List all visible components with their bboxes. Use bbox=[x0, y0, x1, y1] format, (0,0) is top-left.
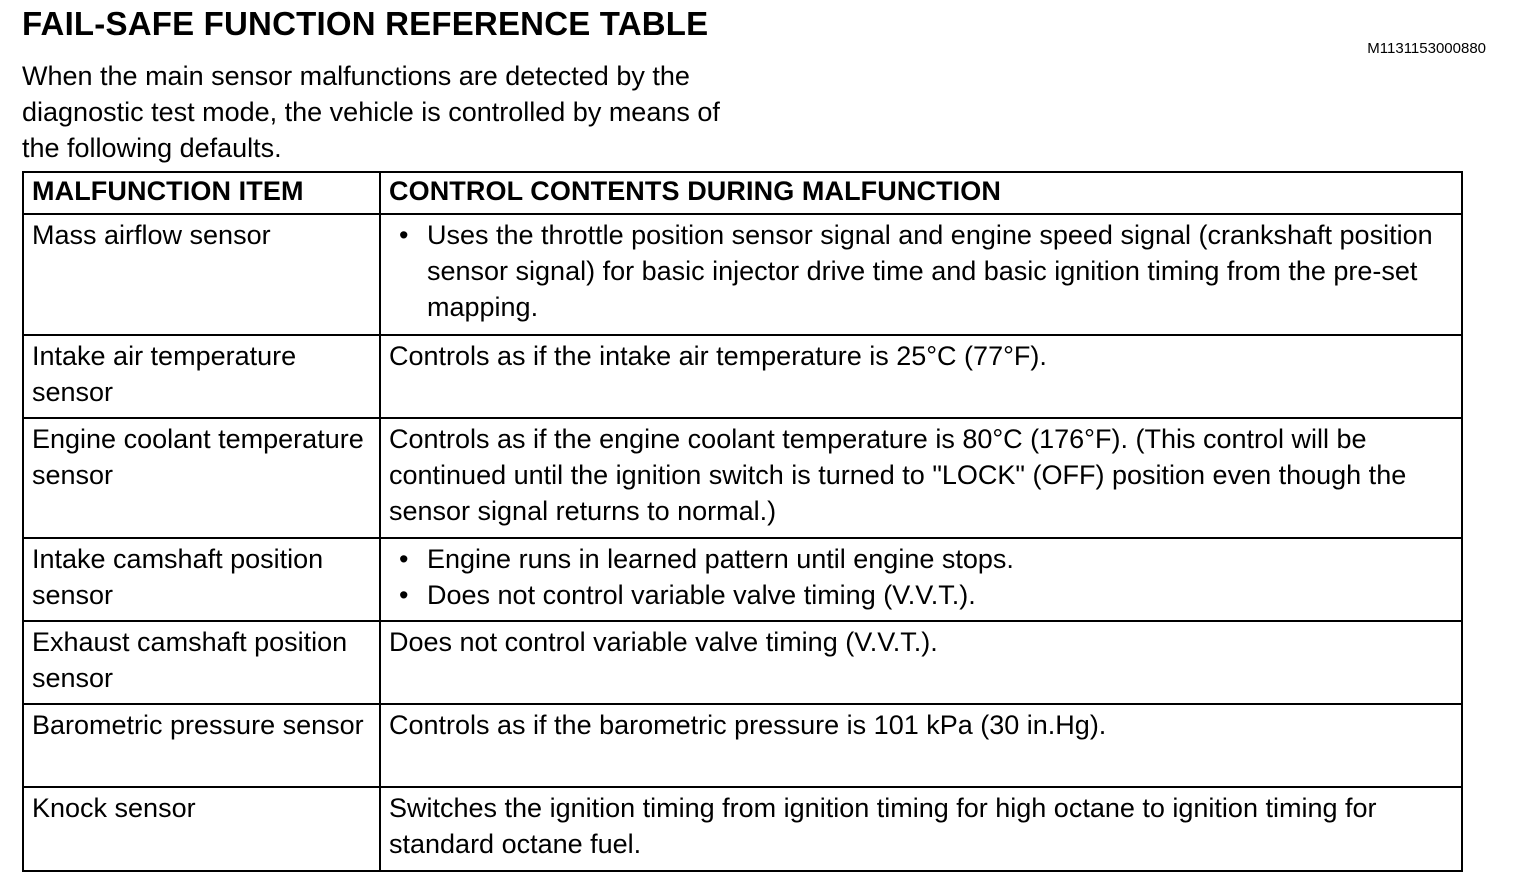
table-row bbox=[23, 214, 1462, 335]
bullet-item: • Does not control variable valve timing (V.V.T.). bbox=[389, 577, 1453, 613]
bullet-list bbox=[389, 217, 1453, 325]
table-row bbox=[23, 787, 1462, 871]
table-row bbox=[23, 418, 1462, 538]
header-control-contents: CONTROL CONTENTS DURING MALFUNCTION bbox=[380, 172, 1462, 214]
intro-paragraph: When the main sensor malfunctions are detected by the diagnostic test mode, the vehicle is controlled by means of the following defaults. bbox=[22, 61, 720, 163]
document-id: M1131153000880 bbox=[1367, 40, 1486, 57]
control-contents-cell: Controls as if the barometric pressure is 101 kPa (30 in.Hg). bbox=[380, 704, 1462, 787]
page-title: FAIL-SAFE FUNCTION REFERENCE TABLE bbox=[22, 5, 709, 42]
control-contents-cell: Controls as if the intake air temperature is 25°C (77°F). bbox=[380, 335, 1462, 418]
control-contents-cell: Does not control variable valve timing (V.V.T.). bbox=[380, 621, 1462, 704]
fail-safe-table bbox=[22, 171, 1463, 872]
bullet-item: • Engine runs in learned pattern until engine stops. bbox=[389, 541, 1453, 577]
table-row bbox=[23, 335, 1462, 418]
table-row bbox=[23, 538, 1462, 621]
malfunction-item-cell: Exhaust camshaft position sensor bbox=[23, 621, 380, 704]
bullet-list bbox=[389, 541, 1453, 613]
control-contents-cell: Controls as if the engine coolant temperature is 80°C (176°F). (This control will be continued until the ignition switch is turned to "LOCK" (OFF) position even though the sensor signal returns to normal.) bbox=[380, 418, 1462, 538]
malfunction-item-cell: Intake air temperature sensor bbox=[23, 335, 380, 418]
table-row bbox=[23, 621, 1462, 704]
bullet-item: • Uses the throttle position sensor signal and engine speed signal (crankshaft position sensor signal) for basic injector drive time and basic ignition timing from the pre-set mapping. bbox=[389, 217, 1453, 325]
control-contents-cell: Switches the ignition timing from ignition timing for high octane to ignition timing for standard octane fuel. bbox=[380, 787, 1462, 871]
malfunction-item-cell: Barometric pressure sensor bbox=[23, 704, 380, 787]
malfunction-item-cell: Engine coolant temperature sensor bbox=[23, 418, 380, 538]
malfunction-item-cell: Mass airflow sensor bbox=[23, 214, 380, 335]
table-header-row bbox=[23, 172, 1462, 214]
control-contents-cell bbox=[380, 538, 1462, 621]
malfunction-item-cell: Knock sensor bbox=[23, 787, 380, 871]
table-row bbox=[23, 704, 1462, 787]
control-contents-cell bbox=[380, 214, 1462, 335]
malfunction-item-cell: Intake camshaft position sensor bbox=[23, 538, 380, 621]
header-malfunction-item: MALFUNCTION ITEM bbox=[23, 172, 380, 214]
